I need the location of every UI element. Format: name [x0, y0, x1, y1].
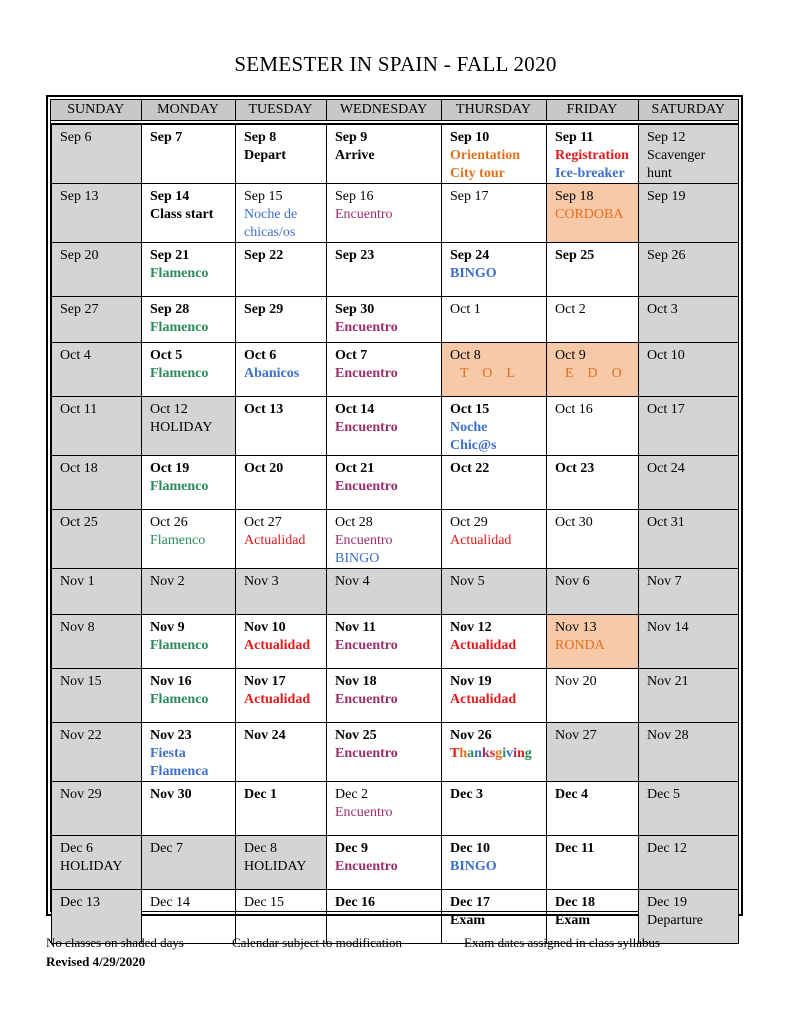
- day-cell: [142, 343, 236, 397]
- day-cell: [442, 782, 547, 836]
- day-date: Nov 19: [450, 674, 492, 689]
- day-cell: [142, 397, 236, 456]
- day-date: Dec 9: [335, 841, 369, 856]
- day-date: Nov 24: [244, 728, 286, 743]
- day-event: Encuentro: [335, 859, 398, 874]
- day-date: Sep 19: [647, 189, 686, 204]
- day-date: Nov 8: [60, 620, 95, 635]
- weekday-wednesday: WEDNESDAY: [326, 100, 441, 121]
- day-event: Actualidad: [450, 692, 517, 707]
- calendar-grid: [51, 123, 739, 944]
- day-cell: [236, 615, 327, 669]
- day-event: Encuentro: [335, 638, 398, 653]
- day-cell: [442, 243, 547, 297]
- day-cell: [142, 456, 236, 510]
- weekday-friday: FRIDAY: [546, 100, 638, 121]
- day-date: Nov 9: [150, 620, 185, 635]
- day-event: Arrive: [335, 148, 375, 163]
- day-cell: [142, 243, 236, 297]
- day-cell: [639, 669, 739, 723]
- week-row: [52, 669, 739, 723]
- day-cell: [142, 569, 236, 615]
- day-date: Oct 26: [150, 515, 188, 530]
- day-cell: [52, 456, 142, 510]
- day-event: Encuentro: [335, 479, 398, 494]
- day-cell: [52, 343, 142, 397]
- day-event: Actualidad: [244, 638, 311, 653]
- week-row: [52, 184, 739, 243]
- day-cell: [639, 397, 739, 456]
- week-row: [52, 836, 739, 890]
- day-event: EDO: [565, 366, 636, 381]
- day-event: Encuentro: [335, 420, 398, 435]
- day-cell: [442, 836, 547, 890]
- week-row: [52, 343, 739, 397]
- day-cell: [442, 456, 547, 510]
- day-cell: [52, 723, 142, 782]
- week-row: [52, 397, 739, 456]
- day-date: Nov 15: [60, 674, 102, 689]
- day-cell: [547, 569, 639, 615]
- day-cell: [327, 510, 442, 569]
- day-date: Nov 26: [450, 728, 492, 743]
- day-date: Dec 1: [244, 787, 278, 802]
- day-cell: [639, 243, 739, 297]
- day-date: Oct 30: [555, 515, 593, 530]
- day-date: Oct 23: [555, 461, 595, 476]
- day-cell: [52, 243, 142, 297]
- week-row: [52, 297, 739, 343]
- day-cell: [327, 723, 442, 782]
- day-cell: [327, 297, 442, 343]
- day-cell: [52, 397, 142, 456]
- day-cell: [327, 124, 442, 184]
- day-date: Oct 1: [450, 302, 481, 317]
- day-date: Oct 5: [150, 348, 183, 363]
- day-date: Oct 21: [335, 461, 375, 476]
- day-date: Oct 25: [60, 515, 98, 530]
- day-date: Nov 6: [555, 574, 590, 589]
- day-date: Oct 27: [244, 515, 282, 530]
- day-cell: [639, 723, 739, 782]
- day-cell: [236, 669, 327, 723]
- day-event: Actualidad: [244, 692, 311, 707]
- page-title: SEMESTER IN SPAIN - FALL 2020: [234, 52, 557, 76]
- day-date: Dec 7: [150, 841, 184, 856]
- day-cell: [142, 782, 236, 836]
- day-date: Nov 13: [555, 620, 597, 635]
- day-cell: [236, 297, 327, 343]
- day-cell: [327, 397, 442, 456]
- day-date: Nov 21: [647, 674, 689, 689]
- day-event: BINGO: [335, 551, 380, 566]
- day-cell: [236, 243, 327, 297]
- day-cell: [327, 456, 442, 510]
- day-date: Nov 5: [450, 574, 485, 589]
- day-event: Registration: [555, 148, 629, 163]
- day-event: Thanksgiving: [450, 746, 532, 761]
- day-cell: [547, 184, 639, 243]
- day-cell: [442, 510, 547, 569]
- day-cell: [142, 723, 236, 782]
- day-date: Sep 13: [60, 189, 99, 204]
- day-date: Sep 25: [555, 248, 595, 263]
- day-date: Dec 6: [60, 841, 94, 856]
- day-date: Sep 11: [555, 130, 594, 145]
- day-cell: [547, 723, 639, 782]
- day-cell: [236, 723, 327, 782]
- day-cell: [639, 510, 739, 569]
- day-cell: [327, 669, 442, 723]
- day-date: Oct 15: [450, 402, 490, 417]
- day-cell: [547, 510, 639, 569]
- day-event: Fiesta: [150, 746, 186, 761]
- day-event: Exam: [450, 913, 485, 928]
- day-event: Abanicos: [244, 366, 300, 381]
- day-cell: [442, 297, 547, 343]
- day-cell: [236, 184, 327, 243]
- day-date: Nov 18: [335, 674, 377, 689]
- day-cell: [327, 184, 442, 243]
- day-cell: [142, 297, 236, 343]
- week-row: [52, 615, 739, 669]
- day-date: Sep 29: [244, 302, 284, 317]
- day-date: Oct 6: [244, 348, 277, 363]
- day-event: Flamenco: [150, 266, 209, 281]
- weekday-saturday: SATURDAY: [638, 100, 738, 121]
- day-event: Encuentro: [335, 746, 398, 761]
- week-row: [52, 569, 739, 615]
- day-date: Oct 24: [647, 461, 685, 476]
- day-event: Departure: [647, 913, 703, 928]
- day-event: Flamenca: [150, 764, 209, 779]
- day-date: Dec 8: [244, 841, 278, 856]
- day-date: Oct 22: [450, 461, 490, 476]
- day-cell: [52, 836, 142, 890]
- day-cell: [52, 669, 142, 723]
- day-event: Encuentro: [335, 805, 393, 820]
- day-date: Dec 18: [555, 895, 596, 910]
- day-date: Sep 27: [60, 302, 99, 317]
- day-event: Noche de: [244, 207, 298, 222]
- day-cell: [547, 782, 639, 836]
- day-date: Sep 22: [244, 248, 284, 263]
- day-cell: [639, 782, 739, 836]
- day-cell: [639, 456, 739, 510]
- day-cell: [236, 510, 327, 569]
- day-cell: [639, 297, 739, 343]
- day-cell: [442, 569, 547, 615]
- day-event: TOL: [460, 366, 529, 381]
- footer-note-shaded: No classes on shaded days: [46, 935, 184, 950]
- day-date: Dec 2: [335, 787, 369, 802]
- day-cell: [639, 569, 739, 615]
- day-event: chicas/os: [244, 225, 296, 240]
- day-date: Sep 21: [150, 248, 190, 263]
- day-event: HOLIDAY: [150, 420, 213, 435]
- day-cell: [442, 723, 547, 782]
- day-event: Actualidad: [450, 638, 517, 653]
- day-date: Oct 13: [244, 402, 284, 417]
- day-event: HOLIDAY: [244, 859, 307, 874]
- day-date: Oct 20: [244, 461, 284, 476]
- day-cell: [547, 456, 639, 510]
- day-date: Nov 20: [555, 674, 597, 689]
- day-date: Oct 10: [647, 348, 685, 363]
- day-cell: [547, 836, 639, 890]
- day-cell: [442, 184, 547, 243]
- day-event: Actualidad: [244, 533, 306, 548]
- day-date: Sep 15: [244, 189, 283, 204]
- week-row: [52, 456, 739, 510]
- day-date: Dec 12: [647, 841, 688, 856]
- day-cell: [327, 615, 442, 669]
- day-date: Sep 7: [150, 130, 183, 145]
- day-date: Nov 30: [150, 787, 192, 802]
- day-event: Chic@s: [450, 438, 497, 453]
- day-cell: [547, 669, 639, 723]
- day-cell: [52, 510, 142, 569]
- day-cell: [639, 343, 739, 397]
- footer-revised: Revised 4/29/2020: [46, 954, 146, 969]
- day-date: Oct 31: [647, 515, 685, 530]
- day-cell: [547, 615, 639, 669]
- day-date: Dec 16: [335, 895, 376, 910]
- day-event: HOLIDAY: [60, 859, 123, 874]
- day-cell: [327, 569, 442, 615]
- day-cell: [142, 124, 236, 184]
- day-date: Oct 14: [335, 402, 375, 417]
- day-cell: [327, 782, 442, 836]
- day-event: BINGO: [450, 859, 497, 874]
- day-date: Sep 30: [335, 302, 375, 317]
- day-event: Flamenco: [150, 638, 209, 653]
- day-date: Oct 12: [150, 402, 188, 417]
- day-cell: [442, 669, 547, 723]
- day-date: Dec 3: [450, 787, 484, 802]
- day-event: RONDA: [555, 638, 605, 653]
- day-event: Orientation: [450, 148, 520, 163]
- day-cell: [236, 836, 327, 890]
- day-cell: [442, 615, 547, 669]
- day-cell: [547, 343, 639, 397]
- day-date: Nov 14: [647, 620, 689, 635]
- day-date: Nov 17: [244, 674, 286, 689]
- day-date: Nov 4: [335, 574, 370, 589]
- weekday-header: [51, 100, 738, 121]
- day-event: Flamenco: [150, 366, 209, 381]
- footer-note-modification: Calendar subject to modification: [232, 935, 403, 950]
- week-row: [52, 124, 739, 184]
- day-cell: [639, 615, 739, 669]
- day-cell: [142, 615, 236, 669]
- day-cell: [142, 836, 236, 890]
- day-event: Exam: [555, 913, 590, 928]
- day-cell: [327, 836, 442, 890]
- day-event: Scavenger: [647, 148, 706, 163]
- day-event: Flamenco: [150, 320, 209, 335]
- day-event: Flamenco: [150, 533, 206, 548]
- day-event: Ice-breaker: [555, 166, 625, 181]
- day-cell: [52, 782, 142, 836]
- day-date: Oct 17: [647, 402, 685, 417]
- day-date: Dec 14: [150, 895, 191, 910]
- day-date: Nov 25: [335, 728, 377, 743]
- day-event: hunt: [647, 166, 672, 181]
- day-date: Sep 10: [450, 130, 490, 145]
- day-date: Nov 23: [150, 728, 192, 743]
- day-date: Nov 2: [150, 574, 185, 589]
- day-cell: [547, 243, 639, 297]
- day-date: Sep 16: [335, 189, 374, 204]
- weekday-tuesday: TUESDAY: [235, 100, 326, 121]
- weekday-thursday: THURSDAY: [441, 100, 546, 121]
- day-date: Sep 8: [244, 130, 277, 145]
- day-cell: [52, 569, 142, 615]
- week-row: [52, 510, 739, 569]
- day-event: Encuentro: [335, 207, 393, 222]
- day-date: Nov 27: [555, 728, 597, 743]
- day-cell: [142, 669, 236, 723]
- day-event: City tour: [450, 166, 505, 181]
- day-date: Oct 11: [60, 402, 98, 417]
- day-cell: [547, 297, 639, 343]
- day-event: Encuentro: [335, 366, 398, 381]
- day-cell: [639, 124, 739, 184]
- day-date: Nov 11: [335, 620, 376, 635]
- day-cell: [442, 124, 547, 184]
- day-cell: [547, 397, 639, 456]
- day-date: Nov 28: [647, 728, 689, 743]
- day-event: Encuentro: [335, 533, 393, 548]
- day-cell: [639, 836, 739, 890]
- day-cell: [236, 124, 327, 184]
- day-cell: [142, 184, 236, 243]
- day-date: Sep 20: [60, 248, 99, 263]
- day-cell: [52, 124, 142, 184]
- day-event: BINGO: [450, 266, 497, 281]
- day-date: Sep 23: [335, 248, 375, 263]
- day-cell: [327, 243, 442, 297]
- day-date: Oct 28: [335, 515, 373, 530]
- day-cell: [639, 184, 739, 243]
- day-date: Oct 3: [647, 302, 678, 317]
- day-date: Sep 6: [60, 130, 92, 145]
- week-row: [52, 782, 739, 836]
- weekday-monday: MONDAY: [141, 100, 235, 121]
- day-date: Sep 17: [450, 189, 489, 204]
- day-event: Flamenco: [150, 479, 209, 494]
- day-date: Dec 5: [647, 787, 681, 802]
- day-event: Flamenco: [150, 692, 209, 707]
- day-date: Dec 13: [60, 895, 101, 910]
- day-cell: [442, 343, 547, 397]
- day-date: Sep 28: [150, 302, 190, 317]
- day-date: Sep 18: [555, 189, 594, 204]
- day-cell: [442, 397, 547, 456]
- day-cell: [236, 782, 327, 836]
- week-row: [52, 243, 739, 297]
- day-cell: [52, 615, 142, 669]
- day-date: Oct 8: [450, 348, 481, 363]
- day-date: Oct 9: [555, 348, 586, 363]
- day-date: Nov 3: [244, 574, 279, 589]
- day-date: Nov 7: [647, 574, 682, 589]
- day-date: Dec 15: [244, 895, 285, 910]
- day-date: Oct 2: [555, 302, 586, 317]
- day-event: Depart: [244, 148, 286, 163]
- day-event: Actualidad: [450, 533, 512, 548]
- day-cell: [52, 184, 142, 243]
- day-date: Nov 29: [60, 787, 102, 802]
- day-date: Dec 11: [555, 841, 595, 856]
- day-cell: [547, 124, 639, 184]
- weekday-sunday: SUNDAY: [51, 100, 141, 121]
- day-date: Nov 1: [60, 574, 95, 589]
- week-row: [52, 723, 739, 782]
- day-cell: [236, 343, 327, 397]
- day-cell: [236, 569, 327, 615]
- day-event: Encuentro: [335, 320, 398, 335]
- footer-note-exams: Exam dates assigned in class syllabus: [464, 935, 661, 950]
- day-date: Sep 24: [450, 248, 490, 263]
- day-date: Dec 10: [450, 841, 491, 856]
- day-cell: [142, 510, 236, 569]
- day-date: Nov 22: [60, 728, 102, 743]
- day-cell: [327, 343, 442, 397]
- day-date: Nov 12: [450, 620, 492, 635]
- day-event: Noche: [450, 420, 488, 435]
- day-event: CORDOBA: [555, 207, 624, 222]
- day-date: Oct 29: [450, 515, 488, 530]
- day-date: Sep 12: [647, 130, 686, 145]
- day-date: Nov 16: [150, 674, 192, 689]
- day-event: Encuentro: [335, 692, 398, 707]
- day-date: Nov 10: [244, 620, 286, 635]
- day-date: Dec 17: [450, 895, 491, 910]
- day-event: Class start: [150, 207, 214, 222]
- day-date: Oct 18: [60, 461, 98, 476]
- day-date: Dec 19: [647, 895, 688, 910]
- day-date: Dec 4: [555, 787, 589, 802]
- day-date: Sep 26: [647, 248, 686, 263]
- day-date: Oct 19: [150, 461, 190, 476]
- day-date: Oct 7: [335, 348, 368, 363]
- day-cell: [236, 456, 327, 510]
- day-date: Oct 4: [60, 348, 91, 363]
- day-date: Sep 9: [335, 130, 368, 145]
- day-cell: [236, 397, 327, 456]
- day-date: Oct 16: [555, 402, 593, 417]
- day-cell: [52, 297, 142, 343]
- day-date: Sep 14: [150, 189, 190, 204]
